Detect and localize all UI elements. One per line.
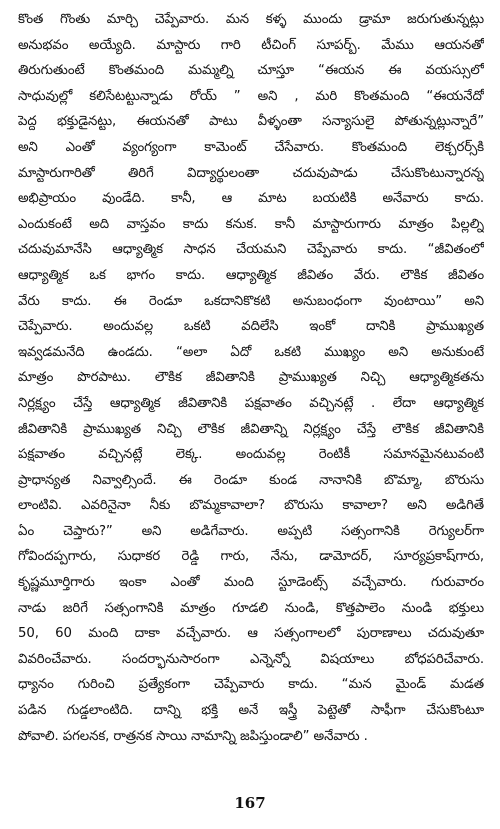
page-number: 167 [234,794,266,812]
text-line: పోవాలి. పగలనక, రాత్రనక సాయి నామాన్ని జపిస్తుండాలి” అనేవారు . [18,728,368,744]
text-line: పడిన గుడ్డలాంటిది. దాన్ని భక్తి అనే ఇస్త్రీ పెట్టెతో సాఫీగా చేసుకొంటూ [18,703,484,719]
text-line: సాధువుల్లో కలిసేటట్టున్నాడు రోయ్ ” అని , మరి కొంతమంది “ఈయనేదో [18,88,484,104]
text-line: కృష్ణమూర్తిగారు ఇంకా ఎంతో మంది స్టూడెంట్స్ వచ్చేవారు. గురువారం [18,575,484,591]
text-line: మాస్టారుగారితో తిరిగే విద్యార్థులంతా చదువుపాడు చేసుకొంటున్నారన్న [18,165,484,181]
text-line: వేరు కాదు. ఈ రెండూ ఒకదానికొకటి అనుబంధంగా వుంటాయి” అని [18,293,484,309]
text-line: ఏం చెప్తారు?” అని అడిగేవారు. అప్పటి సత్సంగానికి రెగ్యులర్‌గా [18,523,484,539]
text-line: వివరించేవారు. సందర్భానుసారంగా ఎన్నెన్నో విషయాలు బోధపరిచేవారు. [18,651,484,667]
text-line: నిర్లక్ష్యం చేస్తే ఆధ్యాత్మిక జీవితానికి పక్షవాతం వచ్చినట్లే . లేదా ఆధ్యాత్మిక [18,395,484,411]
text-line: ఆధ్యాత్మిక ఒక భాగం కాదు. ఆధ్యాత్మిక జీవితం వేరు. లౌకిక జీవితం [18,267,484,283]
text-line: ఎందుకంటే అది వాస్తవం కాదు కనుక. కానీ మాస్టారుగారు మాత్రం పిల్లల్ని [18,216,484,232]
text-line: నాడు జరిగే సత్సంగానికి మాత్రం గూడలి నుండి, కొత్తపాలెం నుండి భక్తులు [18,600,484,616]
text-line: అభిప్రాయం వుండేది. కానీ, ఆ మాట బయటికి అనేవారు కాదు. [18,191,484,207]
text-line: పెద్ద భక్తుడైనట్టు, ఈయనతో పాటు వీళ్ళంతా సన్యాసులై పోతున్నట్లున్నారే” [18,114,484,130]
text-line: లాంటివి. ఎవరినైనా నీకు బొమ్మకావాలా? బొరుసు కావాలా? అని అడిగితే [18,498,484,514]
text-line: ప్రాధాన్యత నివ్వాల్సిందే. ఈ రెండూ కుండ నానానికి బొమ్మా, బొరుసు [18,472,484,488]
text-line: జీవితానికి ప్రాముఖ్యత నిచ్చి లౌకిక జీవితాన్ని నిర్లక్ష్యం చేస్తే లౌకిక జీవితానికి [18,421,484,437]
text-line: గోవిందప్పగారు, సుధాకర రెడ్డి గారు, నేను, డామోదర్, సూర్యప్రకాష్‌గారు, [18,549,484,565]
text-line: ఇవ్వడమనేది ఉండదు. “అలా ఏదో ఒకటి ముఖ్యం అని అనుకుంటే [18,344,484,360]
text-line: ధ్యానం గురించి ప్రత్యేకంగా చెప్పేవారు కాదు. “మన మైండ్ మడత [18,677,484,693]
body-text [18,7,484,749]
text-line: పక్షవాతం వచ్చినట్లే లెక్క. అందువల్ల రెంటికీ సమానమైనటువంటి [18,447,484,463]
text-line: తిరుగుతుంటే కొంతమంది మమ్మల్ని చూస్తూ “ఈయన ఈ వయస్సులో [18,63,484,79]
text-line: అని ఎంతో వ్యంగ్యంగా కామెంట్ చేసేవారు. కొంతమంది లెక్చరర్స్‌కి [18,139,484,155]
text-line: 50, 60 మంది దాకా వచ్చేవారు. ఆ సత్సంగాలలో పురాణాలు చదువుతూ [18,626,484,642]
text-line: మాత్రం పొరపాటు. లౌకిక జీవితానికి ప్రాముఖ్యత నిచ్చి ఆధ్యాత్మికతను [18,370,484,386]
text-line: కొంత గొంతు మార్చి చెప్పేవారు. మన కళ్ళ ముందు డ్రామా జరుగుతున్నట్లు [18,12,484,27]
text-line: అనుభవం అయ్యేది. మాస్టారు గారి టీచింగ్ సూపర్బ్. మేము ఆయనతో [18,37,484,53]
text-line: చదువుమానేసి ఆధ్యాత్మిక సాధన చేయమని చెప్పేవారు కాదు. “జీవితంలో [18,242,484,258]
text-line: చెప్పేవారు. అందువల్ల ఒకటి వదిలేసి ఇంకో దానికి ప్రాముఖ్యత [18,319,484,335]
